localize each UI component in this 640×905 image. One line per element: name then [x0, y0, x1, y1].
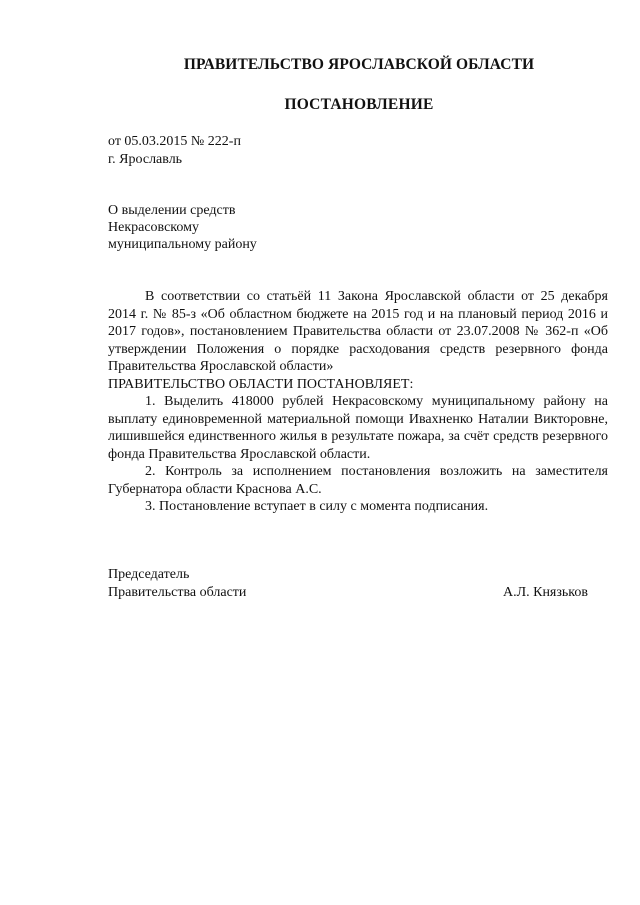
- document-meta: [108, 133, 241, 169]
- clause-1: 1. Выделить 418000 рублей Некрасовскому муниципальному району на выплату единовременной материальной помощи Ивахненко Наталии Викторовне, лишившейся единственного жилья в результате пожара, за счёт средств резервного фонда Правительства Ярославской области.: [108, 394, 608, 462]
- signer-name: А.Л. Князьков: [503, 585, 588, 600]
- clause-2: 2. Контроль за исполнением постановления возложить на заместителя Губернатора области Краснова А.С.: [108, 464, 608, 497]
- document-body: [108, 288, 608, 516]
- subject-line-1: О выделении средств: [108, 203, 236, 218]
- clause-3: 3. Постановление вступает в силу с момента подписания.: [145, 499, 489, 514]
- document-type-heading: ПОСТАНОВЛЕНИЕ: [284, 96, 434, 113]
- signature-row: [108, 584, 588, 602]
- organization-heading: ПРАВИТЕЛЬСТВО ЯРОСЛАВСКОЙ ОБЛАСТИ: [183, 56, 535, 73]
- signer-title-line-2: Правительства области: [108, 585, 247, 600]
- signer-title-line-1: Председатель: [108, 567, 190, 582]
- document-subject: [108, 202, 257, 253]
- decree-line: ПРАВИТЕЛЬСТВО ОБЛАСТИ ПОСТАНОВЛЯЕТ:: [108, 376, 414, 392]
- preamble-paragraph: В соответствии со статьёй 11 Закона Ярославской области от 25 декабря 2014 г. № 85-з «Об областном бюджете на 2015 год и на плановый период 2016 и 2017 годов», постановлением Правительства области от 23.07.2008 № 362-п «Об утверждении Положения о порядке расходования средств резервного фонда Правительства Ярославской области»: [108, 289, 608, 374]
- date-number: от 05.03.2015 № 222-п: [108, 134, 241, 149]
- signature-block: [108, 566, 588, 602]
- subject-line-3: муниципальному району: [108, 237, 257, 252]
- subject-line-2: Некрасовскому: [108, 220, 199, 235]
- city: г. Ярославль: [108, 152, 183, 167]
